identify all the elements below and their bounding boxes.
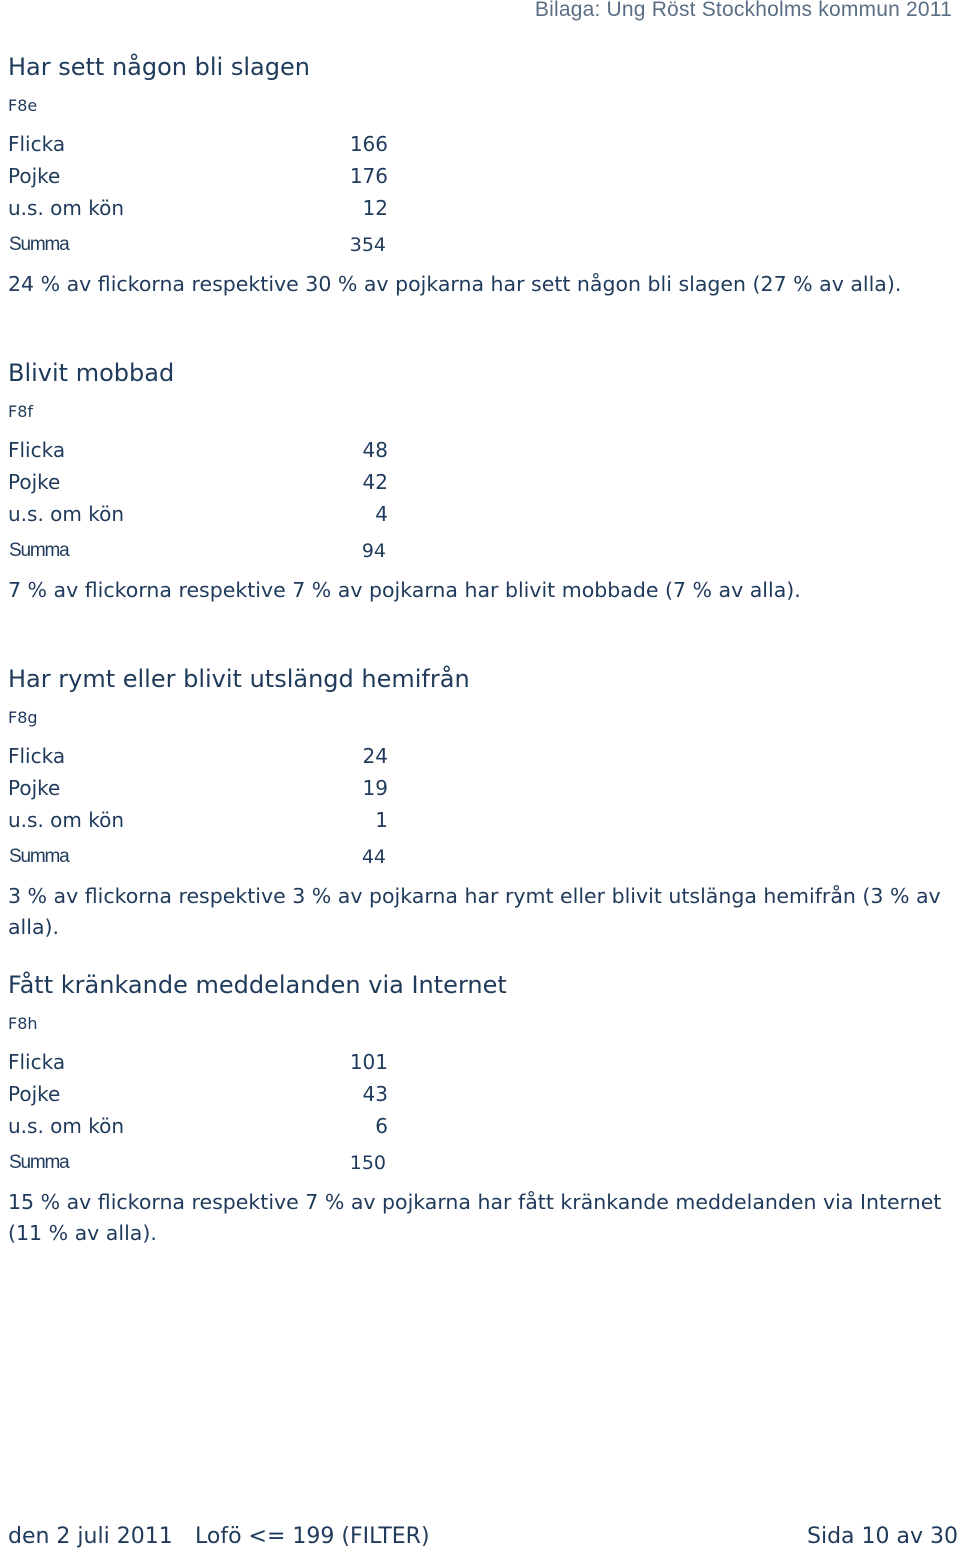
row-label: u.s. om kön — [8, 196, 125, 220]
row-value: 48 — [362, 438, 388, 462]
section-title: Blivit mobbad — [8, 359, 175, 387]
table-row — [8, 128, 958, 160]
table-row — [8, 1110, 958, 1142]
row-value: 19 — [362, 776, 388, 800]
row-label: Flicka — [8, 744, 66, 768]
sum-value: 354 — [349, 234, 386, 256]
section-seen-hit — [8, 52, 958, 300]
row-value: 42 — [362, 470, 388, 494]
table-row — [8, 498, 958, 530]
row-value: 6 — [375, 1114, 388, 1138]
table-row — [8, 192, 958, 224]
row-label: Pojke — [8, 470, 61, 494]
row-label: Pojke — [8, 1082, 61, 1106]
row-value: 1 — [375, 808, 388, 832]
table-row — [8, 434, 958, 466]
row-label: Flicka — [8, 1050, 66, 1074]
summary-text: 15 % av flickorna respektive 7 % av pojkarna har fått kränkande meddelanden via Internet (11 % av alla). — [8, 1190, 942, 1245]
page-number: Sida 10 av 30 — [807, 1524, 958, 1549]
summary-text: 3 % av flickorna respektive 3 % av pojkarna har rymt eller blivit utslänga hemifrån (3 % av alla). — [8, 884, 941, 939]
sum-label: Summa — [9, 234, 69, 255]
question-code: F8e — [8, 96, 38, 115]
sum-label: Summa — [9, 846, 69, 867]
row-value: 24 — [362, 744, 388, 768]
frequency-table — [8, 1046, 958, 1179]
row-label: u.s. om kön — [8, 808, 125, 832]
row-label: Flicka — [8, 132, 66, 156]
section-title: Fått kränkande meddelanden via Internet — [8, 971, 507, 999]
table-row — [8, 1078, 958, 1110]
section-offensive-messages — [8, 970, 958, 1249]
section-title: Har rymt eller blivit utslängd hemifrån — [8, 665, 470, 693]
table-row — [8, 772, 958, 804]
frequency-table — [8, 434, 958, 567]
row-value: 166 — [349, 132, 388, 156]
question-code: F8g — [8, 708, 38, 727]
section-ran-away — [8, 664, 958, 943]
summary-text: 7 % av flickorna respektive 7 % av pojkarna har blivit mobbade (7 % av alla). — [8, 578, 801, 602]
sum-value: 44 — [361, 846, 386, 868]
table-row — [8, 804, 958, 836]
row-label: Flicka — [8, 438, 66, 462]
row-label: u.s. om kön — [8, 502, 125, 526]
question-code: F8h — [8, 1014, 38, 1033]
sum-row — [8, 535, 958, 567]
sum-row — [8, 229, 958, 261]
row-label: Pojke — [8, 164, 61, 188]
row-value: 12 — [362, 196, 388, 220]
summary-text: 24 % av flickorna respektive 30 % av pojkarna har sett någon bli slagen (27 % av alla). — [8, 272, 902, 296]
row-value: 4 — [375, 502, 388, 526]
table-row — [8, 466, 958, 498]
row-label: Pojke — [8, 776, 61, 800]
row-value: 176 — [349, 164, 388, 188]
sum-label: Summa — [9, 540, 69, 561]
sum-row — [8, 1147, 958, 1179]
section-title: Har sett någon bli slagen — [8, 53, 310, 81]
sum-row — [8, 841, 958, 873]
sum-label: Summa — [9, 1152, 69, 1173]
table-row — [8, 160, 958, 192]
frequency-table — [8, 740, 958, 873]
section-bullied — [8, 358, 958, 606]
table-row — [8, 740, 958, 772]
question-code: F8f — [8, 402, 34, 421]
row-value: 43 — [362, 1082, 388, 1106]
sum-value: 150 — [349, 1152, 386, 1174]
sum-value: 94 — [361, 540, 386, 562]
footer-date: den 2 juli 2011 — [8, 1524, 173, 1549]
document-header: Bilaga: Ung Röst Stockholms kommun 2011 — [534, 0, 952, 21]
frequency-table — [8, 128, 958, 261]
row-value: 101 — [349, 1050, 388, 1074]
table-row — [8, 1046, 958, 1078]
row-label: u.s. om kön — [8, 1114, 125, 1138]
footer-filter: Lofö <= 199 (FILTER) — [195, 1524, 430, 1549]
